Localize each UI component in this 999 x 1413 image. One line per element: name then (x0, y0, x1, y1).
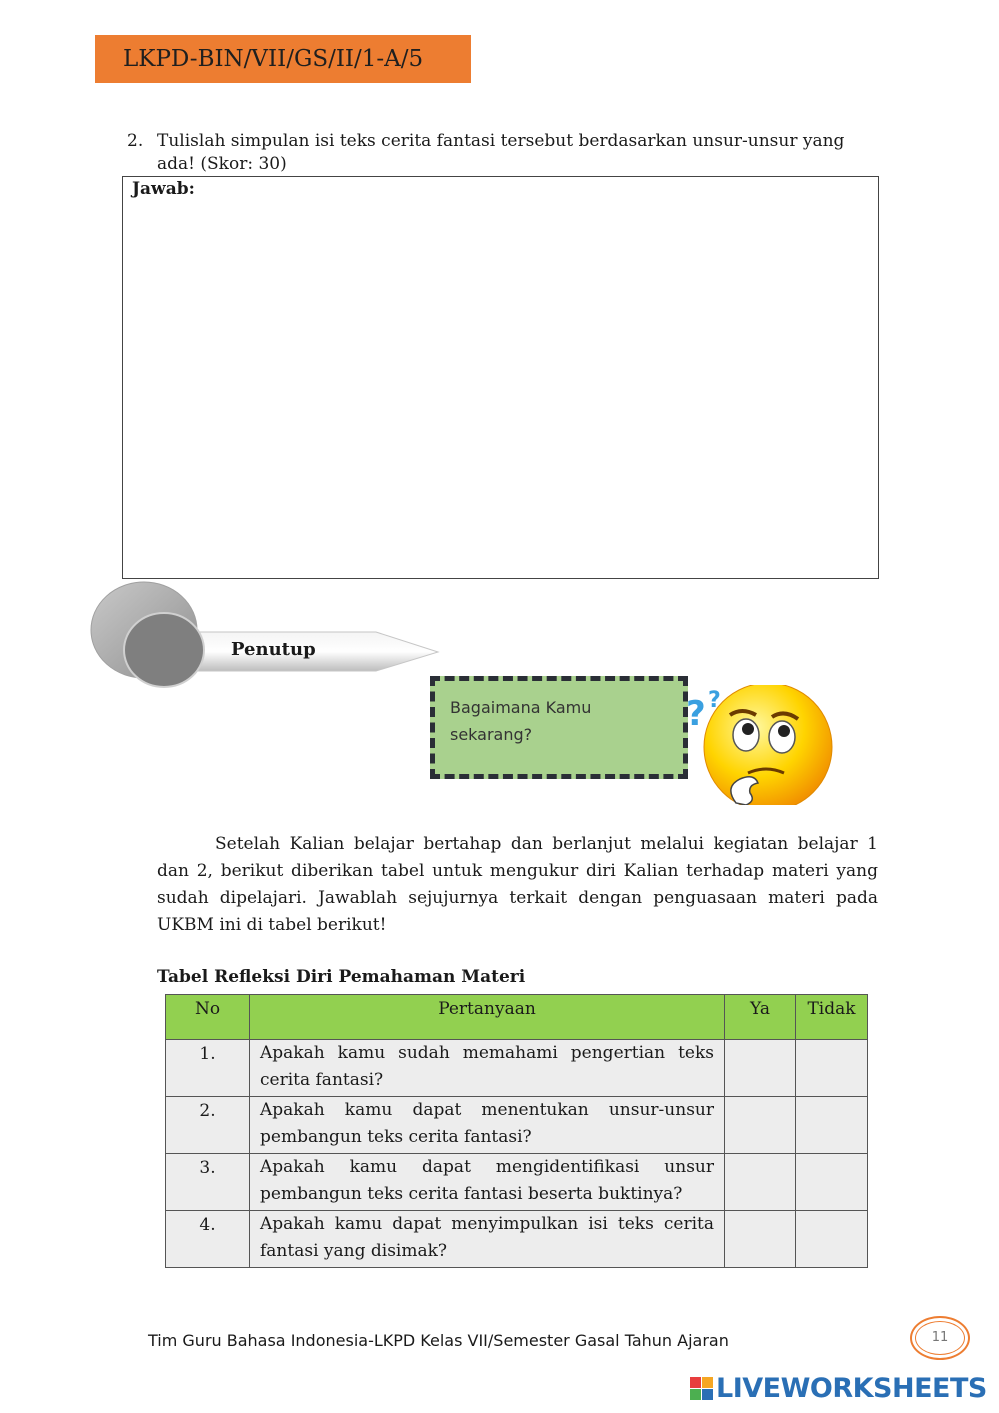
table-header-row (166, 995, 868, 1040)
yes-cell[interactable] (725, 1211, 796, 1268)
question-mark-small-icon: ? (708, 688, 721, 713)
liveworksheets-logo[interactable] (690, 1372, 987, 1404)
document-code-banner (95, 35, 471, 83)
row-question: Apakah kamu sudah memahami pengertian teks cerita fantasi? (250, 1040, 725, 1097)
answer-box[interactable] (122, 176, 879, 579)
table-row (166, 1097, 868, 1154)
row-number: 4. (166, 1211, 250, 1268)
table-row (166, 1040, 868, 1097)
row-number: 2. (166, 1097, 250, 1154)
row-question: Apakah kamu dapat mengidentifikasi unsur pembangun teks cerita fantasi beserta buktinya? (250, 1154, 725, 1211)
row-question: Apakah kamu dapat menyimpulkan isi teks cerita fantasi yang disimak? (250, 1211, 725, 1268)
reflection-table (165, 994, 868, 1268)
page-number: 11 (910, 1316, 970, 1360)
no-cell[interactable] (796, 1211, 868, 1268)
document-code: LKPD-BIN/VII/GS/II/1-A/5 (123, 46, 424, 72)
row-question: Apakah kamu dapat menentukan unsur-unsur pembangun teks cerita fantasi? (250, 1097, 725, 1154)
question-mark-icon: ? (686, 694, 706, 734)
header-no: No (166, 995, 250, 1040)
row-number: 3. (166, 1154, 250, 1211)
small-circle (124, 613, 204, 687)
instruction-paragraph: Setelah Kalian belajar bertahap dan berlanjut melalui kegiatan belajar 1 dan 2, berikut diberikan tabel untuk mengukur diri Kalian terhadap materi yang sudah dipelajari. Jawablah sejujurnya terkait dengan penguasaan materi pada UKBM ini di tabel berikut! (157, 834, 878, 935)
yes-cell[interactable] (725, 1154, 796, 1211)
section-arrow-graphic (88, 580, 448, 692)
question-text: Tulislah simpulan isi teks cerita fantasi tersebut berdasarkan unsur-unsur yang ada! (Skor: 30) (157, 131, 845, 174)
yes-cell[interactable] (725, 1040, 796, 1097)
yes-cell[interactable] (725, 1097, 796, 1154)
table-row (166, 1154, 868, 1211)
table-title: Tabel Refleksi Diri Pemahaman Materi (157, 967, 526, 987)
section-title: Penutup (231, 639, 316, 660)
row-number: 1. (166, 1040, 250, 1097)
no-cell[interactable] (796, 1097, 868, 1154)
header-yes: Ya (725, 995, 796, 1040)
no-cell[interactable] (796, 1040, 868, 1097)
footer-text: Tim Guru Bahasa Indonesia-LKPD Kelas VII/Semester Gasal Tahun Ajaran (148, 1331, 729, 1350)
brand-name: LIVEWORKSHEETS (716, 1372, 987, 1404)
header-question: Pertanyaan (250, 995, 725, 1040)
prompt-line-1: Bagaimana Kamu (450, 698, 592, 717)
header-no-answer: Tidak (796, 995, 868, 1040)
prompt-line-2: sekarang? (450, 725, 533, 744)
reflection-prompt-box (430, 676, 688, 779)
thinking-emoji-icon (684, 685, 836, 805)
answer-label: Jawab: (132, 179, 195, 199)
question-number: 2. (127, 131, 144, 151)
liveworksheets-logo-icon (690, 1377, 713, 1400)
no-cell[interactable] (796, 1154, 868, 1211)
table-row (166, 1211, 868, 1268)
